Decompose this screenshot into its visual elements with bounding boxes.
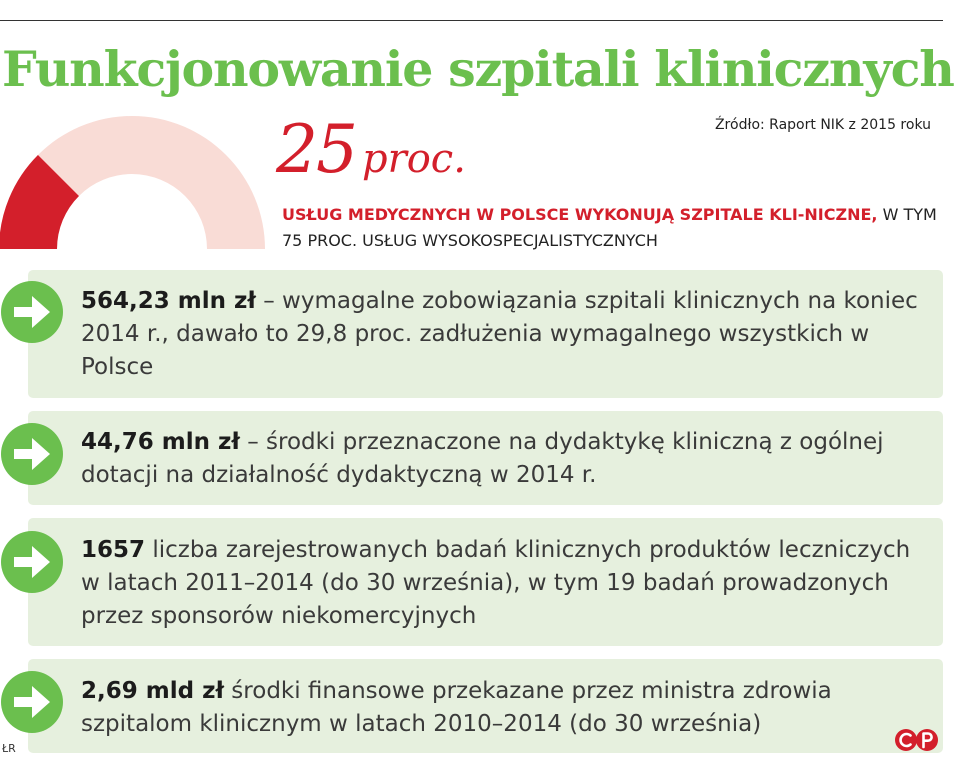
- fact-desc-3: liczba zarejestrowanych badań klinicznych produktów leczniczych w latach 2011–2014 (do 30 września), w tym 19 badań prowadzonych przez sponsorów niekomercyjnych: [81, 537, 911, 629]
- fact-value-4: 2,69 mld zł: [81, 678, 224, 704]
- gauge-caption: [282, 202, 962, 254]
- fact-box-1: [28, 270, 943, 398]
- gauge-unit-label: proc.: [361, 136, 466, 182]
- fact-text-3: [81, 534, 931, 633]
- fact-box-3: [28, 518, 943, 646]
- fact-box-2: [28, 411, 943, 505]
- page-title: Funkcjonowanie szpitali klinicznych: [2, 40, 954, 98]
- fact-box-4: [28, 659, 943, 753]
- top-rule: [0, 20, 943, 21]
- gauge-caption-bold: USŁUG MEDYCZNYCH W POLSCE WYKONUJĄ SZPITALE KLI-NICZNE,: [282, 205, 878, 224]
- arrow-right-circle-icon: [0, 280, 64, 344]
- fact-value-1: 564,23 mln zł: [81, 288, 256, 314]
- fact-text-2: [81, 426, 931, 492]
- fact-text-4: [81, 675, 931, 741]
- fact-text-1: [81, 285, 931, 384]
- fact-value-2: 44,76 mln zł: [81, 429, 240, 455]
- half-donut-gauge: [0, 113, 270, 253]
- fact-value-3: 1657: [81, 537, 146, 563]
- fact-desc-4: środki finansowe przekazane przez ministra zdrowia szpitalom klinicznym w latach 2010–2014 (do 30 września): [81, 678, 832, 737]
- author-initials: ŁR: [2, 742, 16, 755]
- source-note: Źródło: Raport NIK z 2015 roku: [714, 117, 931, 133]
- cp-logo-icon: [894, 727, 940, 753]
- arrow-right-circle-icon: [0, 670, 64, 734]
- arrow-right-circle-icon: [0, 530, 64, 594]
- gauge-big-value: [276, 111, 466, 188]
- fact-desc-1: – wymagalne zobowiązania szpitali klinicznych na koniec 2014 r., dawało to 29,8 proc. zadłużenia wymagalnego wszystkich w Polsce: [81, 288, 918, 380]
- gauge-value-label: 25: [276, 111, 356, 188]
- fact-desc-2: – środki przeznaczone na dydaktykę kliniczną z ogólnej dotacji na działalność dydaktyczną w 2014 r.: [81, 429, 884, 488]
- arrow-right-circle-icon: [0, 422, 64, 486]
- gauge-caption-rest: W TYM 75 PROC. USŁUG WYSOKOSPECJALISTYCZNYCH: [282, 205, 937, 250]
